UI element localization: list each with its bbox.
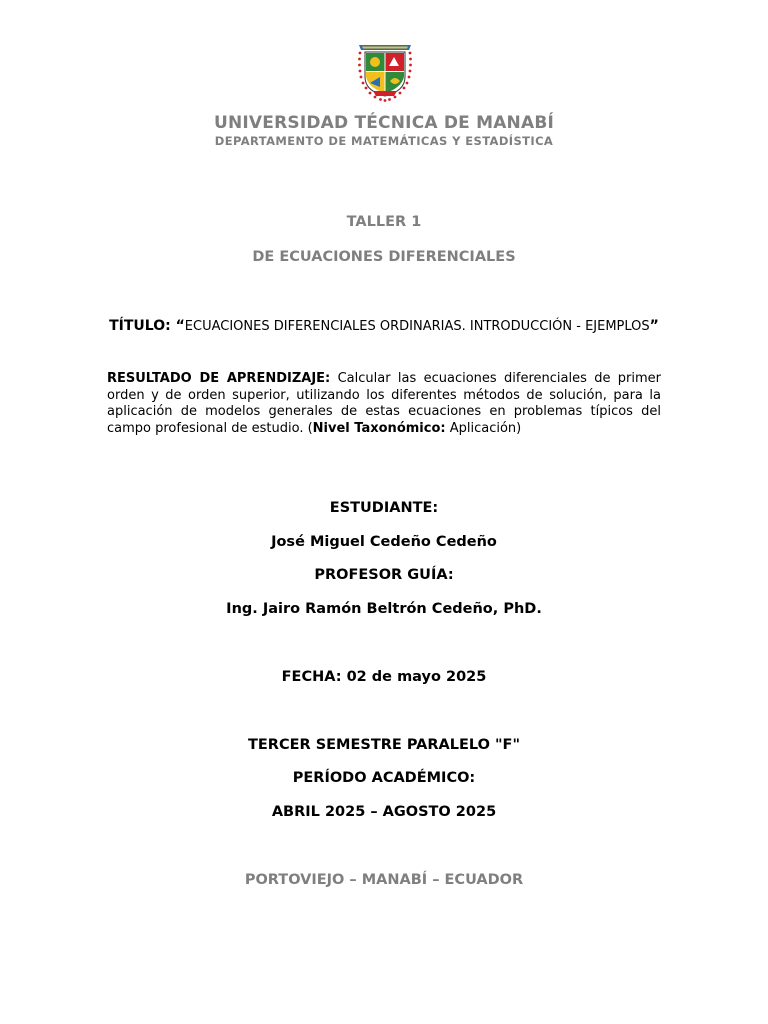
date-line: FECHA: 02 de mayo 2025 (281, 669, 487, 685)
student-label: ESTUDIANTE: (329, 500, 439, 516)
taller-number: TALLER 1 (346, 214, 422, 230)
location-line: PORTOVIEJO – MANABÍ – ECUADOR (244, 872, 524, 888)
title-label: TÍTULO: “ (109, 318, 185, 334)
academic-period-label: PERÍODO ACADÉMICO: (292, 770, 476, 786)
academic-period-value: ABRIL 2025 – AGOSTO 2025 (271, 804, 497, 820)
learning-outcome-text: Calcular las ecuaciones diferenciales de primer orden y de orden superior, utilizando los diferentes métodos de solución, para la aplicación de modelos generales de estas ecuaciones en problemas típicos del campo profesional de estudio. ( (107, 371, 661, 436)
title-text: ECUACIONES DIFERENCIALES ORDINARIAS. INTRODUCCIÓN - EJEMPLOS (184, 319, 650, 334)
professor-label: PROFESOR GUÍA: (314, 567, 454, 583)
university-name: UNIVERSIDAD TÉCNICA DE MANABÍ (213, 113, 555, 133)
document-title (108, 316, 660, 337)
taxonomic-level-label: Nivel Taxonómico: (312, 420, 446, 436)
university-seal-icon (356, 41, 414, 103)
learning-outcome (107, 371, 661, 437)
title-close-quote: ” (649, 318, 659, 334)
taxonomic-level-value: Aplicación) (445, 420, 522, 436)
student-name: José Miguel Cedeño Cedeño (271, 534, 497, 550)
department-name: DEPARTAMENTO DE MATEMÁTICAS Y ESTADÍSTICA (214, 134, 554, 148)
semester-line: TERCER SEMESTRE PARALELO "F" (247, 737, 521, 753)
learning-outcome-label: RESULTADO DE APRENDIZAJE: (107, 371, 331, 386)
taller-subject: DE ECUACIONES DIFERENCIALES (252, 249, 516, 265)
professor-name: Ing. Jairo Ramón Beltrón Cedeño, PhD. (226, 601, 542, 617)
